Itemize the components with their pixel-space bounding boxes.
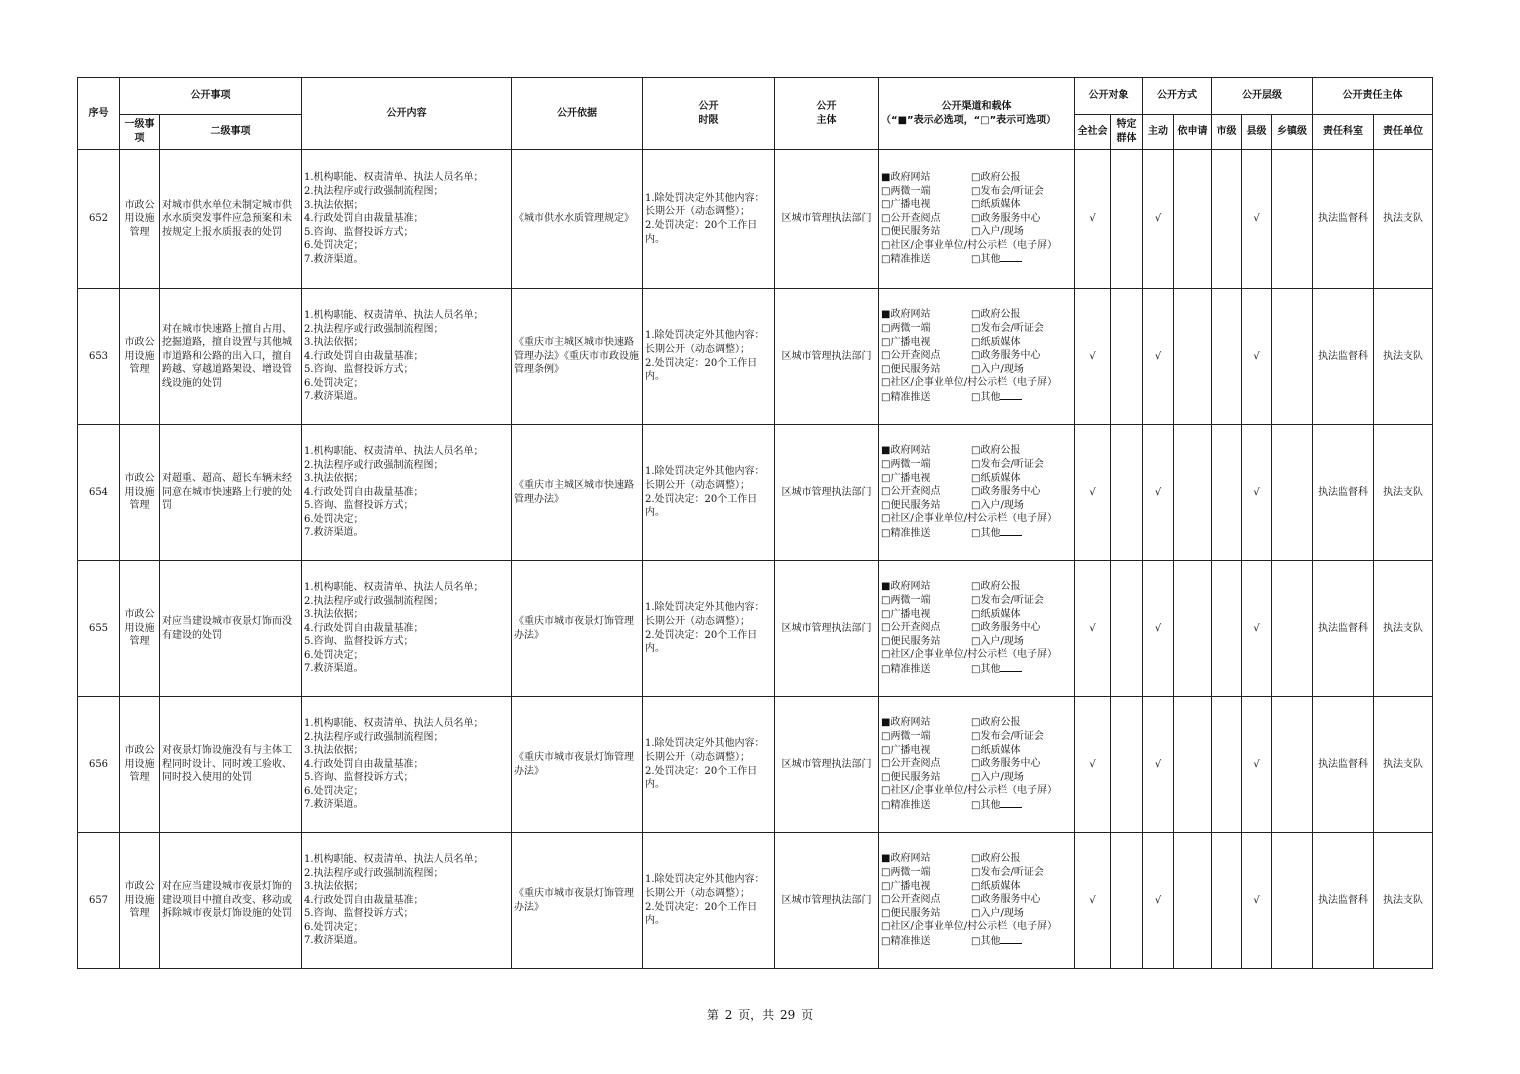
- cell-channels: [879, 697, 1075, 833]
- cell-level-county: √: [1242, 833, 1272, 969]
- cell-target-specific: [1111, 697, 1143, 833]
- channel-option: □发布会/听证会: [971, 731, 1044, 743]
- header-channel-title: 公开渠道和载体: [941, 100, 1012, 112]
- channel-line: [881, 376, 1072, 390]
- cell-seq: 654: [78, 425, 120, 561]
- channel-option: □纸质媒体: [971, 336, 1021, 348]
- cell-target-specific: [1111, 150, 1143, 289]
- cell-level1: 市政公用设施管理: [120, 289, 160, 425]
- channel-line: [881, 390, 1072, 405]
- cell-level-county: √: [1242, 150, 1272, 289]
- table-row: [78, 697, 1433, 833]
- cell-channels: [879, 561, 1075, 697]
- header-method: 公开方式: [1143, 78, 1212, 115]
- channel-option: □政府公报: [971, 171, 1021, 183]
- channel-option: □社区/企事业单位/村公示栏（电子屏）: [881, 377, 1058, 389]
- cell-target-all: √: [1075, 289, 1111, 425]
- channel-line: [881, 730, 1072, 744]
- cell-level-city: [1212, 289, 1242, 425]
- channel-option: □公开查阅点: [881, 894, 941, 906]
- cell-target-all: √: [1075, 561, 1111, 697]
- cell-level-town: [1272, 425, 1313, 561]
- channel-option: □广播电视: [881, 608, 931, 620]
- disclosure-table: [77, 77, 1433, 969]
- header-basis: 公开依据: [512, 78, 643, 150]
- cell-basis: 《城市供水水质管理规定》: [512, 150, 643, 289]
- channel-line: [881, 934, 1072, 949]
- header-target-specific: 特定群体: [1111, 115, 1143, 150]
- channel-line: [881, 771, 1072, 785]
- channel-option: □纸质媒体: [971, 744, 1021, 756]
- cell-resp-office: 执法监督科: [1313, 833, 1374, 969]
- channel-line: [881, 444, 1072, 458]
- channel-option: □公开查阅点: [881, 212, 941, 224]
- channel-line: [881, 621, 1072, 635]
- channel-option: □纸质媒体: [971, 880, 1021, 892]
- channel-line: [881, 662, 1072, 677]
- channel-option: □入户/现场: [971, 771, 1024, 783]
- table-row: [78, 289, 1433, 425]
- header-channel: [879, 78, 1075, 150]
- cell-resp-unit: 执法支队: [1374, 833, 1433, 969]
- channel-option: □发布会/听证会: [971, 867, 1044, 879]
- channel-option: □政务服务中心: [971, 486, 1041, 498]
- table-row: [78, 833, 1433, 969]
- channel-option: □社区/企事业单位/村公示栏（电子屏）: [881, 921, 1058, 933]
- cell-time-limit: 1.除处罚决定外其他内容：长期公开（动态调整）； 2.处罚决定：20个工作日内。: [643, 289, 775, 425]
- channel-list: [881, 171, 1072, 267]
- channel-option: □两微一端: [881, 595, 931, 607]
- other-blank-line: [1000, 934, 1022, 944]
- header-method-apply: 依申请: [1174, 115, 1212, 150]
- channel-option: □政府公报: [971, 853, 1021, 865]
- other-blank-line: [1000, 798, 1022, 808]
- cell-level-county: √: [1242, 561, 1272, 697]
- cell-level-city: [1212, 561, 1242, 697]
- header-level: 公开层级: [1212, 78, 1313, 115]
- other-blank-line: [1000, 390, 1022, 400]
- cell-method-apply: [1174, 289, 1212, 425]
- channel-option: ■政府网站: [881, 309, 931, 321]
- cell-basis: 《重庆市主城区城市快速路管理办法》《重庆市市政设施管理条例》: [512, 289, 643, 425]
- channel-option: □便民服务站: [881, 635, 941, 647]
- cell-level1: 市政公用设施管理: [120, 150, 160, 289]
- channel-option: □政府公报: [971, 717, 1021, 729]
- header-target-all: 全社会: [1075, 115, 1111, 150]
- cell-target-all: √: [1075, 833, 1111, 969]
- cell-method-apply: [1174, 561, 1212, 697]
- header-resp-unit: 责任单位: [1374, 115, 1433, 150]
- cell-basis: 《重庆市城市夜景灯饰管理办法》: [512, 697, 643, 833]
- cell-level2: 对超重、超高、超长车辆未经同意在城市快速路上行驶的处罚: [160, 425, 302, 561]
- channel-option: □其他: [971, 663, 1001, 675]
- channel-line: [881, 512, 1072, 526]
- channel-option: □社区/企事业单位/村公示栏（电子屏）: [881, 785, 1058, 797]
- channel-option: □公开查阅点: [881, 486, 941, 498]
- channel-line: [881, 757, 1072, 771]
- other-blank-line: [1000, 252, 1022, 262]
- cell-time-limit: 1.除处罚决定外其他内容：长期公开（动态调整）； 2.处罚决定：20个工作日内。: [643, 425, 775, 561]
- cell-method-active: √: [1143, 150, 1174, 289]
- channel-option: □广播电视: [881, 472, 931, 484]
- channel-option: □政府公报: [971, 581, 1021, 593]
- cell-resp-unit: 执法支队: [1374, 425, 1433, 561]
- cell-channels: [879, 833, 1075, 969]
- cell-time-limit: 1.除处罚决定外其他内容：长期公开（动态调整）； 2.处罚决定：20个工作日内。: [643, 150, 775, 289]
- channel-option: □精准推送: [881, 391, 931, 403]
- channel-option: □入户/现场: [971, 226, 1024, 238]
- channel-option: □广播电视: [881, 744, 931, 756]
- table-row: [78, 425, 1433, 561]
- channel-option: ■政府网站: [881, 581, 931, 593]
- footer-mid: 页，共: [738, 1008, 775, 1022]
- cell-level-town: [1272, 150, 1313, 289]
- channel-option: □便民服务站: [881, 907, 941, 919]
- channel-option: □公开查阅点: [881, 350, 941, 362]
- channel-line: [881, 635, 1072, 649]
- channel-option: □入户/现场: [971, 635, 1024, 647]
- channel-option: □纸质媒体: [971, 199, 1021, 211]
- channel-option: □入户/现场: [971, 907, 1024, 919]
- cell-target-all: √: [1075, 150, 1111, 289]
- channel-option: □便民服务站: [881, 499, 941, 511]
- channel-option: □入户/现场: [971, 363, 1024, 375]
- cell-subject: 区城市管理执法部门: [775, 289, 879, 425]
- channel-line: [881, 171, 1072, 185]
- channel-option: □纸质媒体: [971, 608, 1021, 620]
- header-subject: 公开 主体: [775, 78, 879, 150]
- cell-subject: 区城市管理执法部门: [775, 561, 879, 697]
- cell-channels: [879, 150, 1075, 289]
- header-content: 公开内容: [302, 78, 512, 150]
- channel-option: □便民服务站: [881, 771, 941, 783]
- cell-content: 1.机构职能、权责清单、执法人员名单； 2.执法程序或行政强制流程图； 3.执法依据； 4.行政处罚自由裁量基准； 5.咨询、监督投诉方式； 6.处罚决定； 7.救济渠道。: [302, 697, 512, 833]
- cell-target-all: √: [1075, 425, 1111, 561]
- header-level1: 一级事项: [120, 115, 160, 150]
- cell-resp-office: 执法监督科: [1313, 289, 1374, 425]
- cell-target-specific: [1111, 289, 1143, 425]
- channel-option: □政府公报: [971, 445, 1021, 457]
- channel-option: □两微一端: [881, 185, 931, 197]
- channel-option: □精准推送: [881, 254, 931, 266]
- channel-line: [881, 349, 1072, 363]
- cell-channels: [879, 425, 1075, 561]
- cell-level2: 对夜景灯饰设施没有与主体工程同时设计、同时竣工验收、同时投入使用的处罚: [160, 697, 302, 833]
- channel-line: [881, 798, 1072, 813]
- channel-line: [881, 526, 1072, 541]
- channel-list: [881, 308, 1072, 404]
- cell-basis: 《重庆市城市夜景灯饰管理办法》: [512, 561, 643, 697]
- cell-level2: 对在应当建设城市夜景灯饰的建设项目中擅自改变、移动或拆除城市夜景灯饰设施的处罚: [160, 833, 302, 969]
- table-row: [78, 150, 1433, 289]
- cell-level-county: √: [1242, 289, 1272, 425]
- channel-line: [881, 225, 1072, 239]
- channel-line: [881, 239, 1072, 253]
- footer-total: 29: [780, 1008, 796, 1022]
- cell-basis: 《重庆市主城区城市快速路管理办法》: [512, 425, 643, 561]
- channel-option: □精准推送: [881, 935, 931, 947]
- channel-line: [881, 485, 1072, 499]
- cell-method-active: √: [1143, 425, 1174, 561]
- cell-subject: 区城市管理执法部门: [775, 425, 879, 561]
- channel-option: □两微一端: [881, 459, 931, 471]
- cell-level1: 市政公用设施管理: [120, 425, 160, 561]
- cell-resp-unit: 执法支队: [1374, 561, 1433, 697]
- channel-option: □发布会/听证会: [971, 459, 1044, 471]
- channel-option: □两微一端: [881, 323, 931, 335]
- cell-level-city: [1212, 425, 1242, 561]
- channel-list: [881, 444, 1072, 540]
- cell-method-apply: [1174, 150, 1212, 289]
- header-method-active: 主动: [1143, 115, 1174, 150]
- channel-line: [881, 866, 1072, 880]
- cell-level-town: [1272, 289, 1313, 425]
- channel-option: ■政府网站: [881, 853, 931, 865]
- channel-line: [881, 308, 1072, 322]
- cell-level1: 市政公用设施管理: [120, 697, 160, 833]
- channel-line: [881, 594, 1072, 608]
- cell-target-specific: [1111, 833, 1143, 969]
- cell-seq: 652: [78, 150, 120, 289]
- header-level-city: 市级: [1212, 115, 1242, 150]
- channel-option: □发布会/听证会: [971, 185, 1044, 197]
- channel-option: □广播电视: [881, 199, 931, 211]
- channel-option: □社区/企事业单位/村公示栏（电子屏）: [881, 513, 1058, 525]
- cell-resp-office: 执法监督科: [1313, 425, 1374, 561]
- channel-line: [881, 784, 1072, 798]
- channel-option: □政务服务中心: [971, 894, 1041, 906]
- cell-subject: 区城市管理执法部门: [775, 150, 879, 289]
- channel-line: [881, 322, 1072, 336]
- cell-level-city: [1212, 833, 1242, 969]
- cell-method-apply: [1174, 833, 1212, 969]
- footer-page: 2: [724, 1008, 733, 1022]
- channel-list: [881, 852, 1072, 948]
- channel-line: [881, 336, 1072, 350]
- channel-line: [881, 458, 1072, 472]
- channel-option: □其他: [971, 799, 1001, 811]
- cell-level2: 对在城市快速路上擅自占用、挖掘道路，擅自设置与其他城市道路和公路的出入口，擅自跨越、穿越道路架设、增设管线设施的处罚: [160, 289, 302, 425]
- channel-line: [881, 212, 1072, 226]
- other-blank-line: [1000, 662, 1022, 672]
- cell-target-specific: [1111, 561, 1143, 697]
- channel-list: [881, 580, 1072, 676]
- channel-option: □其他: [971, 527, 1001, 539]
- channel-line: [881, 499, 1072, 513]
- cell-level1: 市政公用设施管理: [120, 833, 160, 969]
- table-row: [78, 561, 1433, 697]
- channel-line: [881, 580, 1072, 594]
- cell-subject: 区城市管理执法部门: [775, 697, 879, 833]
- cell-method-active: √: [1143, 697, 1174, 833]
- cell-time-limit: 1.除处罚决定外其他内容：长期公开（动态调整）； 2.处罚决定：20个工作日内。: [643, 697, 775, 833]
- channel-option: □广播电视: [881, 880, 931, 892]
- other-blank-line: [1000, 526, 1022, 536]
- cell-resp-unit: 执法支队: [1374, 150, 1433, 289]
- header-level-county: 县级: [1242, 115, 1272, 150]
- header-level-town: 乡镇级: [1272, 115, 1313, 150]
- channel-line: [881, 852, 1072, 866]
- cell-method-apply: [1174, 697, 1212, 833]
- channel-line: [881, 252, 1072, 267]
- channel-option: □入户/现场: [971, 499, 1024, 511]
- channel-option: □精准推送: [881, 663, 931, 675]
- channel-line: [881, 716, 1072, 730]
- channel-line: [881, 198, 1072, 212]
- cell-content: 1.机构职能、权责清单、执法人员名单； 2.执法程序或行政强制流程图； 3.执法依据； 4.行政处罚自由裁量基准； 5.咨询、监督投诉方式； 6.处罚决定； 7.救济渠道。: [302, 150, 512, 289]
- channel-option: □两微一端: [881, 731, 931, 743]
- cell-resp-unit: 执法支队: [1374, 697, 1433, 833]
- channel-option: □政务服务中心: [971, 350, 1041, 362]
- footer-prefix: 第: [706, 1008, 719, 1022]
- cell-seq: 656: [78, 697, 120, 833]
- channel-option: □发布会/听证会: [971, 595, 1044, 607]
- cell-seq: 655: [78, 561, 120, 697]
- channel-option: ■政府网站: [881, 171, 931, 183]
- cell-content: 1.机构职能、权责清单、执法人员名单； 2.执法程序或行政强制流程图； 3.执法依据； 4.行政处罚自由裁量基准； 5.咨询、监督投诉方式； 6.处罚决定； 7.救济渠道。: [302, 425, 512, 561]
- channel-line: [881, 608, 1072, 622]
- channel-line: [881, 893, 1072, 907]
- cell-resp-office: 执法监督科: [1313, 697, 1374, 833]
- header-level2: 二级事项: [160, 115, 302, 150]
- channel-line: [881, 907, 1072, 921]
- cell-time-limit: 1.除处罚决定外其他内容：长期公开（动态调整）； 2.处罚决定：20个工作日内。: [643, 833, 775, 969]
- channel-option: □社区/企事业单位/村公示栏（电子屏）: [881, 649, 1058, 661]
- channel-option: □公开查阅点: [881, 758, 941, 770]
- channel-option: □其他: [971, 935, 1001, 947]
- cell-level-county: √: [1242, 697, 1272, 833]
- header-time-limit: 公开 时限: [643, 78, 775, 150]
- channel-option: □广播电视: [881, 336, 931, 348]
- footer-suffix: 页: [801, 1008, 814, 1022]
- cell-level-town: [1272, 833, 1313, 969]
- header-items: 公开事项: [120, 78, 302, 115]
- page-footer: [0, 1006, 1520, 1023]
- channel-line: [881, 744, 1072, 758]
- channel-option: □精准推送: [881, 799, 931, 811]
- channel-line: [881, 363, 1072, 377]
- cell-target-specific: [1111, 425, 1143, 561]
- channel-option: □精准推送: [881, 527, 931, 539]
- cell-level-city: [1212, 150, 1242, 289]
- cell-subject: 区城市管理执法部门: [775, 833, 879, 969]
- cell-resp-office: 执法监督科: [1313, 150, 1374, 289]
- channel-line: [881, 920, 1072, 934]
- cell-level-city: [1212, 697, 1242, 833]
- channel-option: □社区/企事业单位/村公示栏（电子屏）: [881, 239, 1058, 251]
- cell-level-town: [1272, 697, 1313, 833]
- header-channel-note: （“■”表示必选项，“□”表示可选项）: [881, 114, 1057, 126]
- channel-list: [881, 716, 1072, 812]
- cell-basis: 《重庆市城市夜景灯饰管理办法》: [512, 833, 643, 969]
- channel-option: □纸质媒体: [971, 472, 1021, 484]
- channel-option: □便民服务站: [881, 226, 941, 238]
- cell-time-limit: 1.除处罚决定外其他内容：长期公开（动态调整）； 2.处罚决定：20个工作日内。: [643, 561, 775, 697]
- channel-line: [881, 185, 1072, 199]
- channel-option: ■政府网站: [881, 717, 931, 729]
- header-target: 公开对象: [1075, 78, 1143, 115]
- channel-line: [881, 472, 1072, 486]
- channel-option: □发布会/听证会: [971, 323, 1044, 335]
- channel-option: □政务服务中心: [971, 212, 1041, 224]
- channel-option: □公开查阅点: [881, 622, 941, 634]
- channel-option: □两微一端: [881, 867, 931, 879]
- channel-option: □其他: [971, 391, 1001, 403]
- header-resp: 公开责任主体: [1313, 78, 1433, 115]
- cell-seq: 653: [78, 289, 120, 425]
- cell-content: 1.机构职能、权责清单、执法人员名单； 2.执法程序或行政强制流程图； 3.执法依据； 4.行政处罚自由裁量基准； 5.咨询、监督投诉方式； 6.处罚决定； 7.救济渠道。: [302, 833, 512, 969]
- cell-level-town: [1272, 561, 1313, 697]
- channel-option: □其他: [971, 254, 1001, 266]
- cell-level1: 市政公用设施管理: [120, 561, 160, 697]
- cell-content: 1.机构职能、权责清单、执法人员名单； 2.执法程序或行政强制流程图； 3.执法依据； 4.行政处罚自由裁量基准； 5.咨询、监督投诉方式； 6.处罚决定； 7.救济渠道。: [302, 289, 512, 425]
- cell-level-county: √: [1242, 425, 1272, 561]
- cell-method-active: √: [1143, 561, 1174, 697]
- channel-option: □政务服务中心: [971, 758, 1041, 770]
- cell-method-apply: [1174, 425, 1212, 561]
- cell-target-all: √: [1075, 697, 1111, 833]
- cell-seq: 657: [78, 833, 120, 969]
- channel-option: □便民服务站: [881, 363, 941, 375]
- cell-resp-office: 执法监督科: [1313, 561, 1374, 697]
- cell-method-active: √: [1143, 289, 1174, 425]
- channel-option: □政府公报: [971, 309, 1021, 321]
- header-seq: 序号: [78, 78, 120, 150]
- cell-channels: [879, 289, 1075, 425]
- channel-option: ■政府网站: [881, 445, 931, 457]
- cell-resp-unit: 执法支队: [1374, 289, 1433, 425]
- cell-level2: 对应当建设城市夜景灯饰而没有建设的处罚: [160, 561, 302, 697]
- cell-level2: 对城市供水单位未制定城市供水水质突发事件应急预案和未按规定上报水质报表的处罚: [160, 150, 302, 289]
- cell-content: 1.机构职能、权责清单、执法人员名单； 2.执法程序或行政强制流程图； 3.执法依据； 4.行政处罚自由裁量基准； 5.咨询、监督投诉方式； 6.处罚决定； 7.救济渠道。: [302, 561, 512, 697]
- channel-line: [881, 880, 1072, 894]
- header-resp-office: 责任科室: [1313, 115, 1374, 150]
- channel-option: □政务服务中心: [971, 622, 1041, 634]
- cell-method-active: √: [1143, 833, 1174, 969]
- channel-line: [881, 648, 1072, 662]
